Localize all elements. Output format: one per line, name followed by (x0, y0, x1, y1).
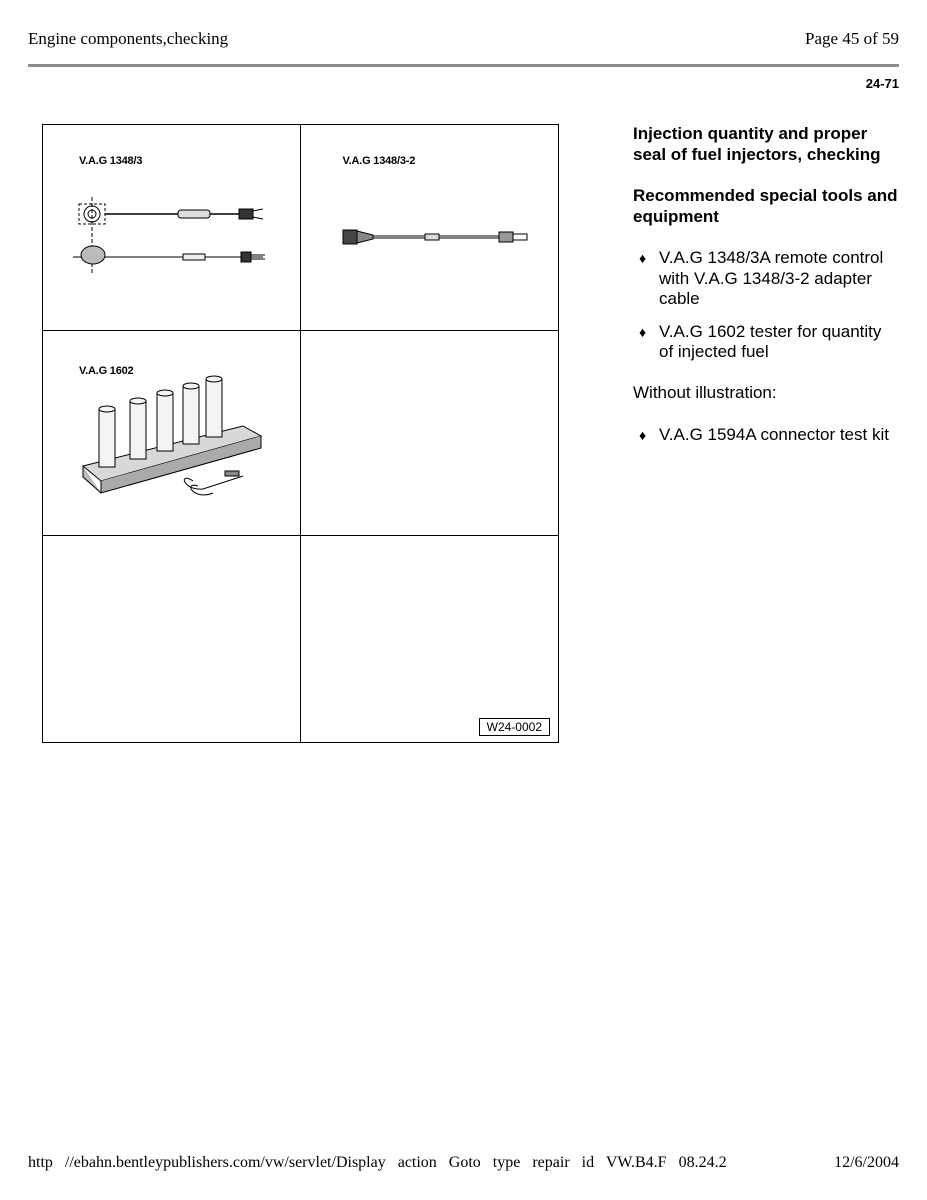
figure-label: V.A.G 1348/3 (79, 155, 143, 167)
tools-heading: Recommended special tools and equipment (633, 186, 898, 226)
injected-quantity-tester-drawing (43, 331, 301, 537)
diamond-bullet-icon: ♦ (639, 250, 647, 266)
footer-date: 12/6/2004 (834, 1154, 899, 1171)
figure-label: V.A.G 1602 (79, 364, 134, 377)
adapter-cable-drawing (301, 125, 559, 331)
document-title: Engine components,checking (28, 29, 229, 48)
figure-cell-empty (43, 536, 301, 742)
remote-control-drawing (43, 125, 301, 331)
list-item: ♦ V.A.G 1602 tester for quantity of injected fuel (639, 321, 882, 361)
header-divider (28, 64, 899, 67)
tool-list-unillustrated (633, 425, 899, 446)
without-illustration-label: Without illustration: (633, 382, 777, 402)
figure-id-label: W24-0002 (479, 718, 550, 736)
page-indicator: Page 45 of 59 (805, 29, 899, 48)
section-number: 24-71 (865, 76, 899, 91)
figure-label: V.A.G 1348/3-2 (342, 155, 416, 167)
figure-cell-vag-1348-3-2 (301, 125, 559, 331)
tool-list (633, 248, 899, 363)
footer-url: http //ebahn.bentleypublishers.com/vw/servlet/Display action Goto type repair id VW.B4.F 08.24.2 (28, 1154, 727, 1171)
procedure-text (633, 124, 899, 466)
list-item: ♦ V.A.G 1594A connector test kit (639, 425, 889, 444)
diamond-bullet-icon: ♦ (639, 323, 647, 340)
figure-cell-tag (301, 536, 559, 742)
figure-cell-vag-1602 (43, 331, 301, 537)
tool-illustration-figure (42, 124, 559, 743)
diamond-bullet-icon: ♦ (639, 427, 647, 443)
procedure-heading: Injection quantity and proper seal of fuel injectors, checking (633, 124, 881, 164)
list-item: ♦ V.A.G 1348/3A remote control with V.A.G 1348/3-2 adapter cable (639, 248, 884, 308)
figure-cell-vag-1348-3 (43, 125, 301, 331)
figure-cell-empty (301, 331, 559, 537)
